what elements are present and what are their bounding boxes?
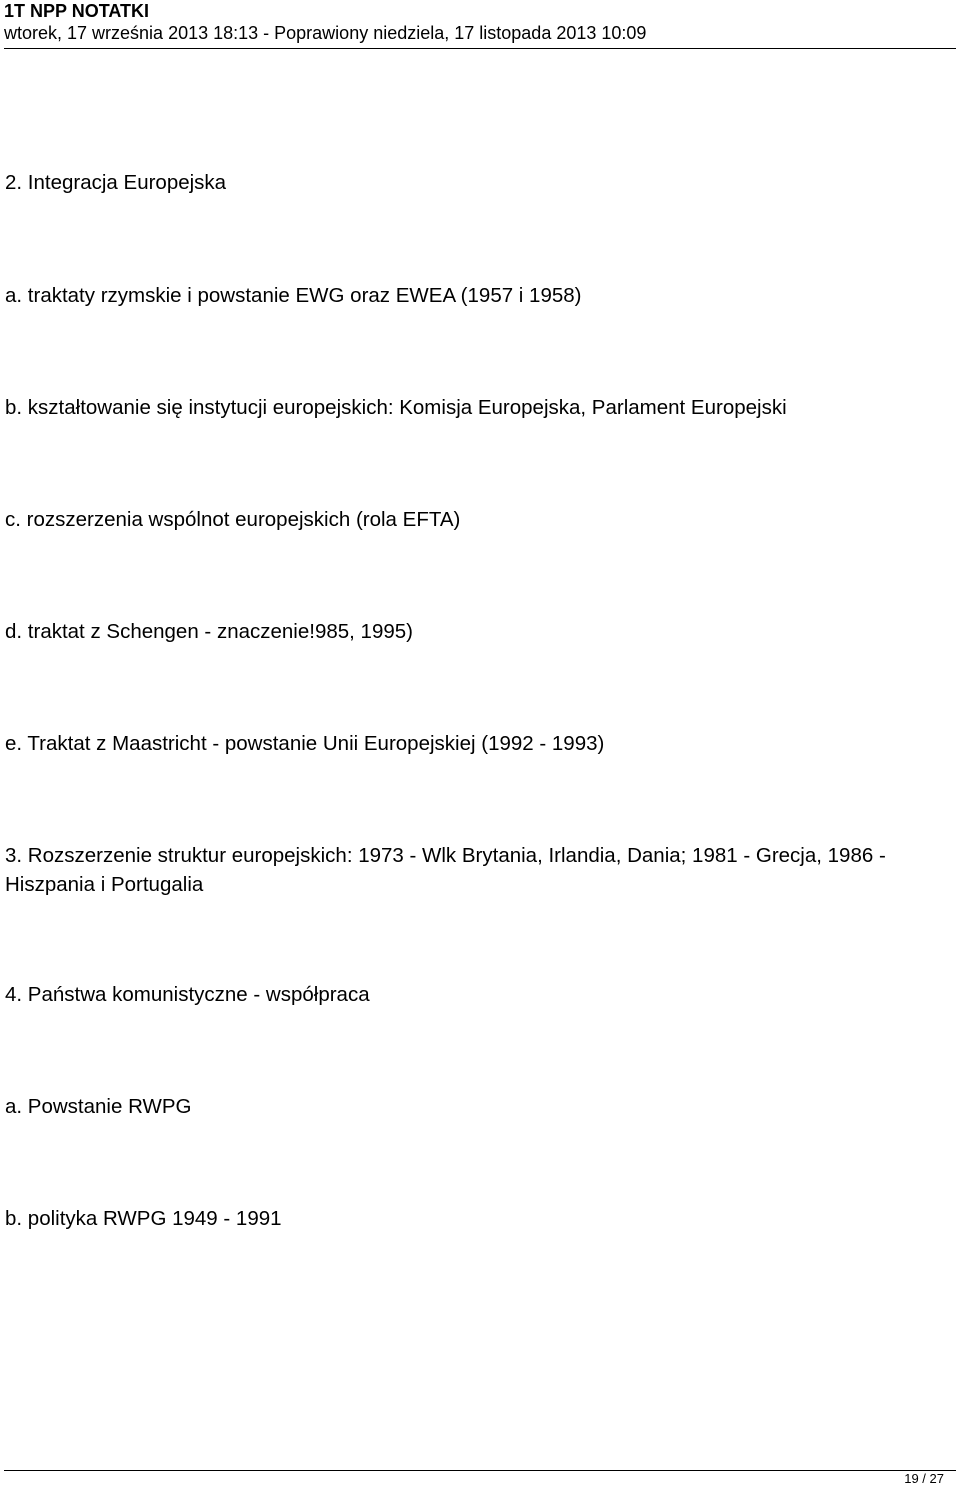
header-divider (4, 48, 956, 49)
list-item: a. Powstanie RWPG (5, 1095, 192, 1118)
document-header (4, 0, 956, 44)
list-item: b. polityka RWPG 1949 - 1991 (5, 1207, 282, 1230)
list-item: c. rozszerzenia wspólnot europejskich (rola EFTA) (5, 508, 461, 531)
document-title: 1T NPP NOTATKI (4, 1, 150, 21)
section-heading: 3. Rozszerzenie struktur europejskich: 1973 - Wlk Brytania, Irlandia, Dania; 1981 - Grecja, 1986 - Hiszpania i Portugalia (5, 844, 886, 896)
list-item: e. Traktat z Maastricht - powstanie Unii Europejskiej (1992 - 1993) (5, 732, 605, 755)
list-item: a. traktaty rzymskie i powstanie EWG oraz EWEA (1957 i 1958) (5, 284, 582, 307)
footer-divider (4, 1470, 956, 1471)
document-meta-dates: wtorek, 17 września 2013 18:13 - Poprawiony niedziela, 17 listopada 2013 10:09 (4, 23, 647, 43)
list-item: d. traktat z Schengen - znaczenie!985, 1995) (5, 620, 413, 643)
section-heading: 2. Integracja Europejska (5, 171, 227, 194)
list-item: b. kształtowanie się instytucji europejskich: Komisja Europejska, Parlament Europejski (5, 396, 787, 419)
page-number: 19 / 27 (904, 1471, 944, 1486)
section-heading: 4. Państwa komunistyczne - współpraca (5, 983, 370, 1006)
